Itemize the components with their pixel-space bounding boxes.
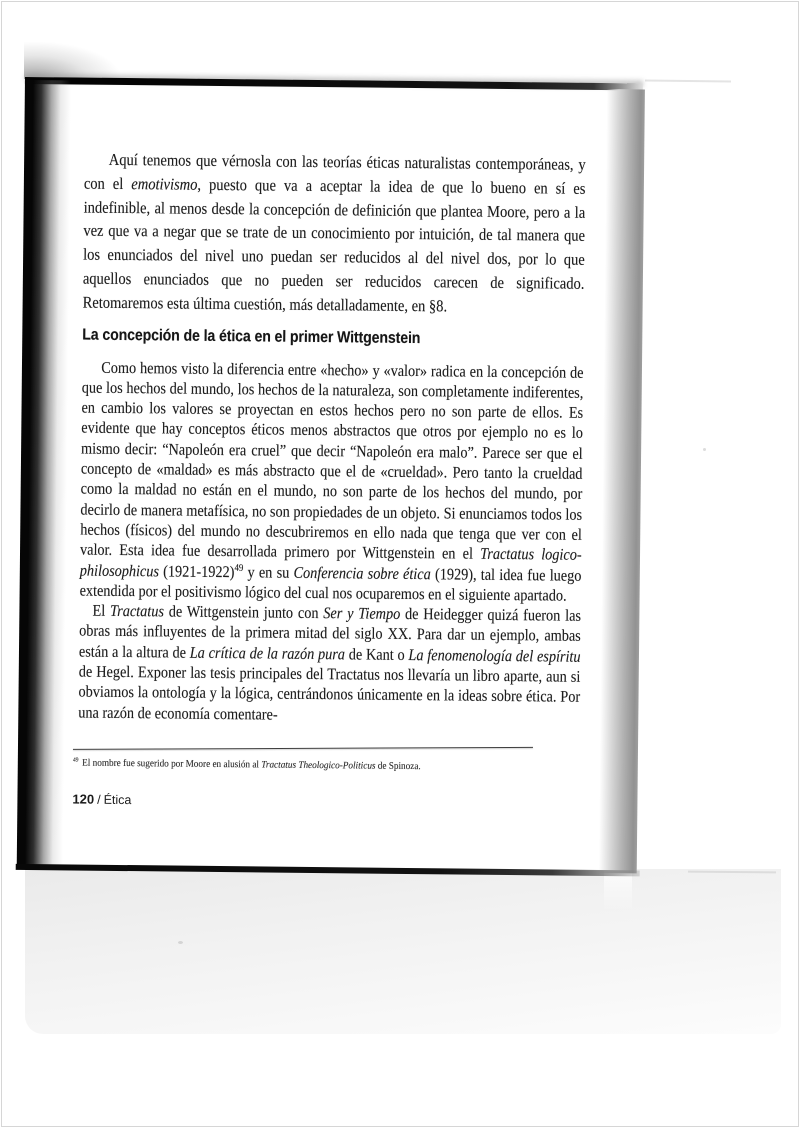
scanned-page bbox=[22, 77, 645, 871]
text-run: de Spinoza. bbox=[375, 760, 421, 773]
paragraph-2 bbox=[80, 357, 584, 606]
italic-text-run: Tractatus bbox=[110, 602, 165, 621]
text-run: de Heidegger quizá fueron las obras más influyentes de la primera mitad del siglo XX. Para dar un ejemplo, ambas están a la altura de bbox=[78, 605, 582, 662]
footnote-text bbox=[82, 758, 421, 773]
text-run: de Wittgenstein junto con bbox=[163, 602, 324, 623]
running-title: Ética bbox=[103, 792, 132, 808]
text-run: (1921-1922) bbox=[158, 561, 235, 581]
page-top-edge-shadow bbox=[25, 77, 643, 90]
italic-text-run: Tractatus logico-philosophicus bbox=[79, 544, 582, 580]
text-run: , puesto que va a aceptar la idea de que lo bueno en sí es indefinible, al menos desde la concepción de definición que plantea Moore, pero a la vez que va a negar que se trate de un conocimiento por intuición, de tal manera que los enunciados del nivel uno puedan ser reducidos al del nivel dos, por lo que aquellos enunciados que no pueden ser reducidos carecen de significado. Retomaremos esta última cuestión, más detalladamente, en §8. bbox=[82, 174, 586, 316]
italic-text-run: Conferencia sobre ética bbox=[293, 563, 431, 583]
footnote-marker: 49 bbox=[72, 756, 79, 764]
footnote bbox=[73, 757, 515, 773]
italic-text-run: Ser y Tiempo bbox=[323, 604, 401, 624]
section-heading: La concepción de la ética en el primer Wittgenstein bbox=[82, 326, 421, 347]
page-curl-shadow bbox=[24, 42, 120, 79]
text-run: Como hemos visto la diferencia entre «hecho» y «valor» radica en la concepción de que los hechos del mundo, los hechos de la naturaleza, son completamente indiferentes, en cambio los valores se proyectan en estos hechos pero no son parte de ellos. Es evidente que hay conceptos éticos menos abstractos que otros por ejemplo no es lo mismo decir: “Napoleón era cruel” que decir “Napoleón era malo”. Parece ser que el concepto de «maldad» es más abstracto que el de «crueldad». Pero tanto la crueldad como la maldad no están en el mundo, no son parte de los hechos del mundo, por decirlo de manera metafísica, no son propiedades de un objeto. Si enunciamos todos los hechos (físicos) del mundo no descubriremos en ello nada que tenga que ver con el valor. Esta idea fue desarrollada primero por Wittgenstein en el bbox=[79, 358, 584, 563]
text-run: Aquí tenemos que vérnosla con las teorías éticas naturalistas contemporáneas, y con el bbox=[83, 149, 586, 193]
page-left-edge-shadow bbox=[17, 80, 71, 869]
page-number: 120 bbox=[72, 791, 95, 807]
text-run: El bbox=[92, 601, 111, 621]
italic-text-run: Tractatus Theologico-Politicus bbox=[261, 759, 376, 772]
page-text bbox=[78, 148, 586, 728]
footnote-reference: 49 bbox=[234, 562, 244, 574]
intro-paragraph-slot bbox=[83, 148, 586, 320]
underlying-page-band bbox=[25, 869, 781, 1034]
page-footer bbox=[72, 791, 131, 807]
scan-edge-line-right bbox=[645, 80, 731, 83]
footnote-separator bbox=[73, 747, 533, 750]
body-paragraphs-slot bbox=[78, 357, 583, 728]
page-right-edge-shadow bbox=[599, 89, 645, 873]
footer-divider: / bbox=[97, 792, 101, 807]
italic-text-run: emotivismo bbox=[131, 173, 198, 194]
italic-text-run: La fenomenología del espíritu bbox=[408, 645, 581, 666]
text-run: de Kant o bbox=[344, 645, 409, 664]
paragraph-3 bbox=[78, 601, 581, 728]
paragraph-1 bbox=[83, 148, 586, 320]
text-run: y en su bbox=[243, 562, 294, 582]
text-run: (1929), tal idea fue luego extendida por el positivismo lógico del cual nos ocuparemos en el siguiente apartado. bbox=[79, 564, 582, 605]
italic-text-run: La crítica de la razón pura bbox=[189, 643, 346, 664]
dust-speck bbox=[703, 448, 706, 451]
text-run: El nombre fue sugerido por Moore en alusión al bbox=[82, 757, 262, 771]
text-run: de Hegel. Exponer las tesis principales del Tractatus nos llevaría un libro aparte, aun si obviamos la ontología y la lógica, centrándonos únicamente en la ideas sobre ética. Por una razón de economía comentare- bbox=[78, 662, 581, 724]
dust-speck bbox=[178, 941, 183, 944]
